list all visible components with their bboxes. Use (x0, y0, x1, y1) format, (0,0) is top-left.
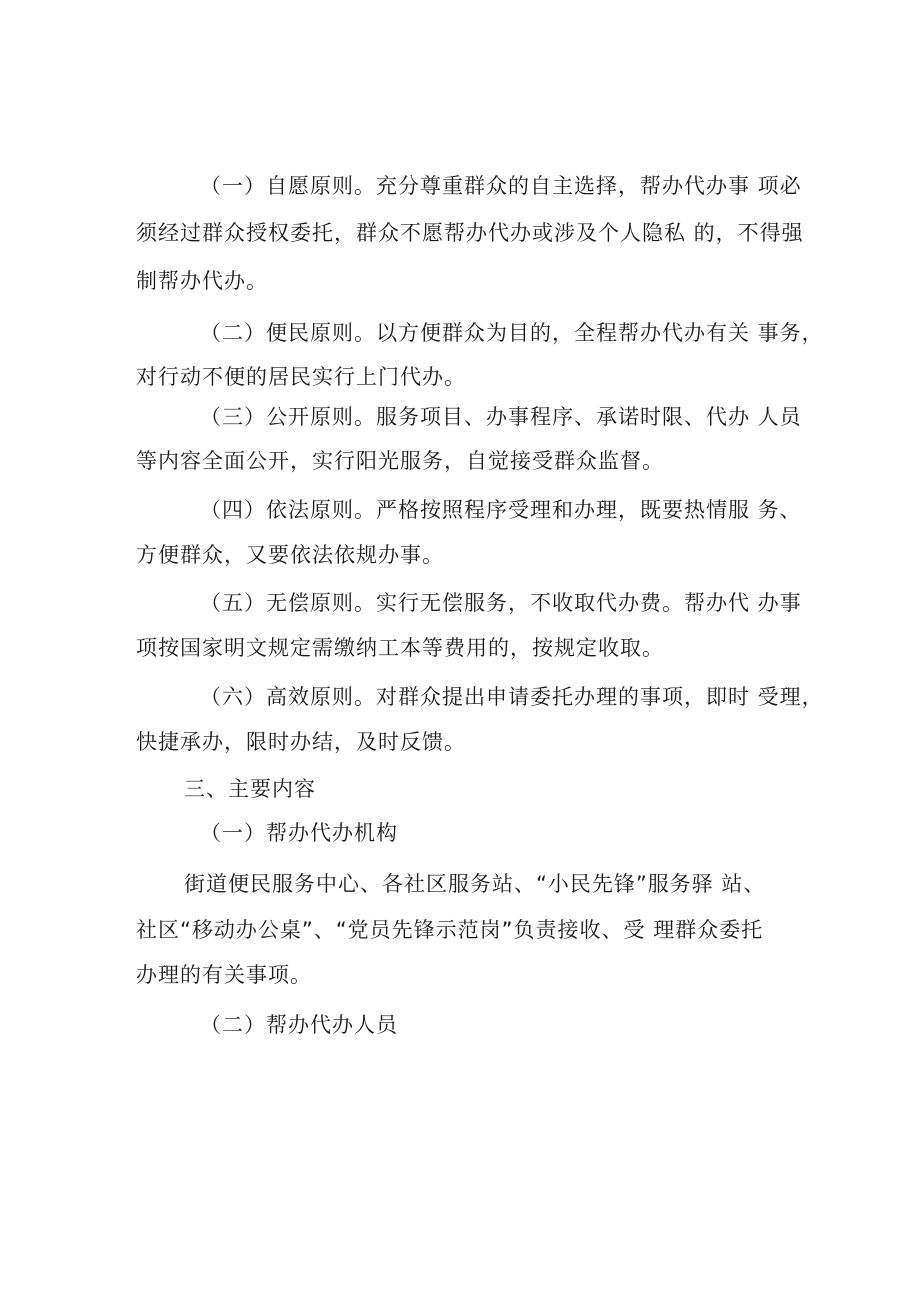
text-line: （一）自愿原则。充分尊重群众的自主选择，帮办代办事 项必 (200, 174, 802, 198)
text-line: 项按国家明文规定需缴纳工本等费用的，按规定收取。 (136, 636, 664, 660)
text-line: 方便群众，又要依法依规办事。 (136, 543, 444, 567)
subsection-heading: （一）帮办代办机构 (200, 821, 398, 845)
text-line: 快捷承办，限时办结，及时反馈。 (136, 730, 466, 754)
text-line: （二）便民原则。以方便群众为目的，全程帮办代办有关 事务， (200, 321, 824, 345)
text-line: 街道便民服务中心、各社区服务站、“小民先锋”服务驿 站、 (184, 872, 766, 896)
text-line: （四）依法原则。严格按照程序受理和办理，既要热情服 务、 (200, 498, 802, 522)
text-line: 须经过群众授权委托，群众不愿帮办代办或涉及个人隐私 的，不得强 (136, 221, 804, 245)
subsection-heading: （二）帮办代办人员 (200, 1013, 398, 1037)
text-line: 办理的有关事项。 (136, 963, 312, 987)
text-line: （三）公开原则。服务项目、办事程序、承诺时限、代办 人员 (200, 405, 802, 429)
text-line: 对行动不便的居民实行上门代办。 (136, 365, 466, 389)
text-line: 社区“移动办公桌”、“党员先锋示范岗”负责接收、受 理群众委托 (136, 918, 764, 942)
text-line: （六）高效原则。对群众提出申请委托办理的事项，即时 受理， (200, 685, 824, 709)
text-line: 制帮办代办。 (136, 269, 268, 293)
section-heading: 三、主要内容 (184, 777, 316, 801)
text-line: 等内容全面公开，实行阳光服务，自觉接受群众监督。 (136, 449, 664, 473)
text-line: （五）无偿原则。实行无偿服务，不收取代办费。帮办代 办事 (200, 591, 802, 615)
